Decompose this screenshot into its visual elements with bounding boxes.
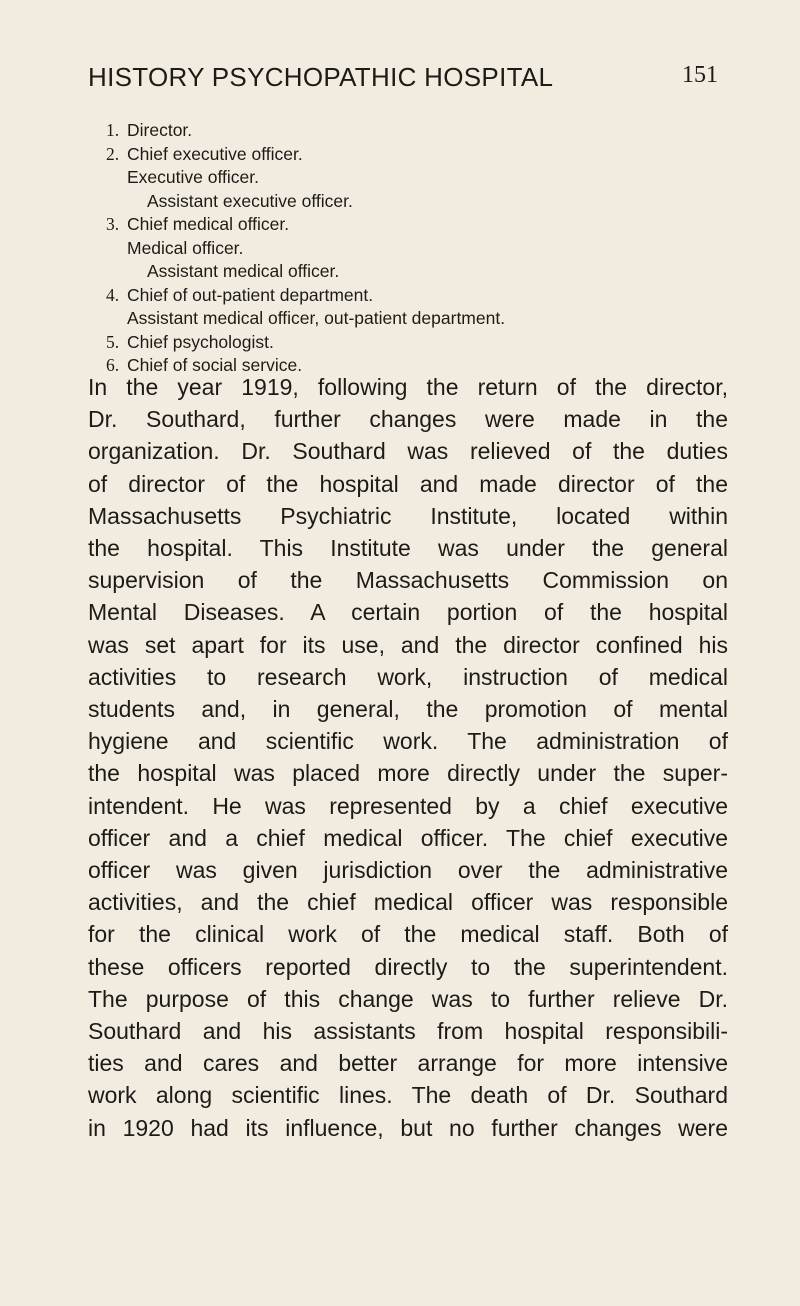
text-line: activities, and the chief medical officer was responsible xyxy=(88,889,728,916)
outline-item xyxy=(106,307,726,331)
running-head xyxy=(88,62,718,102)
text-line: work along scientific lines. The death of Dr. Southard xyxy=(88,1082,728,1109)
outline-text: Director. xyxy=(127,120,193,140)
outline-number: 6. xyxy=(106,355,120,375)
outline-text: Chief psychologist. xyxy=(127,331,274,352)
outline-number: 2. xyxy=(106,143,120,164)
outline-item xyxy=(106,119,726,143)
outline-item xyxy=(106,213,726,237)
text-line: intendent. He was represented by a chief executive xyxy=(88,792,728,819)
text-line: Mental Diseases. A certain portion of the hospital xyxy=(88,599,728,626)
outline-item xyxy=(106,190,726,214)
text-line: the hospital was placed more directly under the super- xyxy=(88,760,728,787)
outline-text: Chief of social service. xyxy=(127,355,303,375)
text-line: Southard and his assistants from hospital responsibili- xyxy=(88,1018,728,1045)
page-number: 151 xyxy=(682,62,718,88)
text-line: supervision of the Massachusetts Commission on xyxy=(88,567,728,594)
text-line: these officers reported directly to the superintendent. xyxy=(88,953,728,980)
text-line: was set apart for its use, and the director confined his xyxy=(88,631,728,658)
outline-number: 1. xyxy=(106,120,120,140)
outline-item xyxy=(106,331,726,355)
outline-number: 3. xyxy=(106,214,120,234)
outline-text: Executive officer. xyxy=(127,167,259,187)
text-line: The purpose of this change was to further relieve Dr. xyxy=(88,985,728,1012)
outline-text: Chief of out-patient department. xyxy=(127,284,374,305)
text-line: students and, in general, the promotion of mental xyxy=(88,696,728,723)
text-line: organization. Dr. Southard was relieved of the duties xyxy=(88,438,728,465)
text-line: the hospital. This Institute was under the general xyxy=(88,535,728,562)
organization-outline xyxy=(106,119,726,378)
text-line: activities to research work, instruction of medical xyxy=(88,663,728,690)
text-line: in 1920 had its influence, but no further changes were xyxy=(88,1114,728,1141)
body-paragraph xyxy=(88,371,728,1144)
text-line: for the clinical work of the medical staff. Both of xyxy=(88,921,728,948)
text-line: officer was given jurisdiction over the administrative xyxy=(88,857,728,884)
text-line: of director of the hospital and made director of the xyxy=(88,470,728,497)
outline-item xyxy=(106,166,726,190)
text-line: Massachusetts Psychiatric Institute, located within xyxy=(88,502,728,529)
outline-item xyxy=(106,143,726,167)
outline-text: Medical officer. xyxy=(127,237,244,258)
text-line: hygiene and scientific work. The administration of xyxy=(88,728,728,755)
text-line: ties and cares and better arrange for more intensive xyxy=(88,1050,728,1077)
outline-text: Assistant executive officer. xyxy=(147,190,353,211)
outline-number: 4. xyxy=(106,284,120,305)
running-title: HISTORY PSYCHOPATHIC HOSPITAL xyxy=(88,62,554,92)
outline-text: Assistant medical officer, out-patient department. xyxy=(127,308,506,328)
text-line: In the year 1919, following the return of the director, xyxy=(88,374,728,400)
outline-number: 5. xyxy=(106,331,120,352)
outline-text: Chief executive officer. xyxy=(127,143,303,164)
outline-text: Assistant medical officer. xyxy=(147,261,340,281)
outline-text: Chief medical officer. xyxy=(127,214,290,234)
outline-item xyxy=(106,237,726,261)
outline-item xyxy=(106,260,726,284)
text-line: Dr. Southard, further changes were made in the xyxy=(88,406,728,433)
outline-item xyxy=(106,284,726,308)
text-line: officer and a chief medical officer. The chief executive xyxy=(88,824,728,851)
